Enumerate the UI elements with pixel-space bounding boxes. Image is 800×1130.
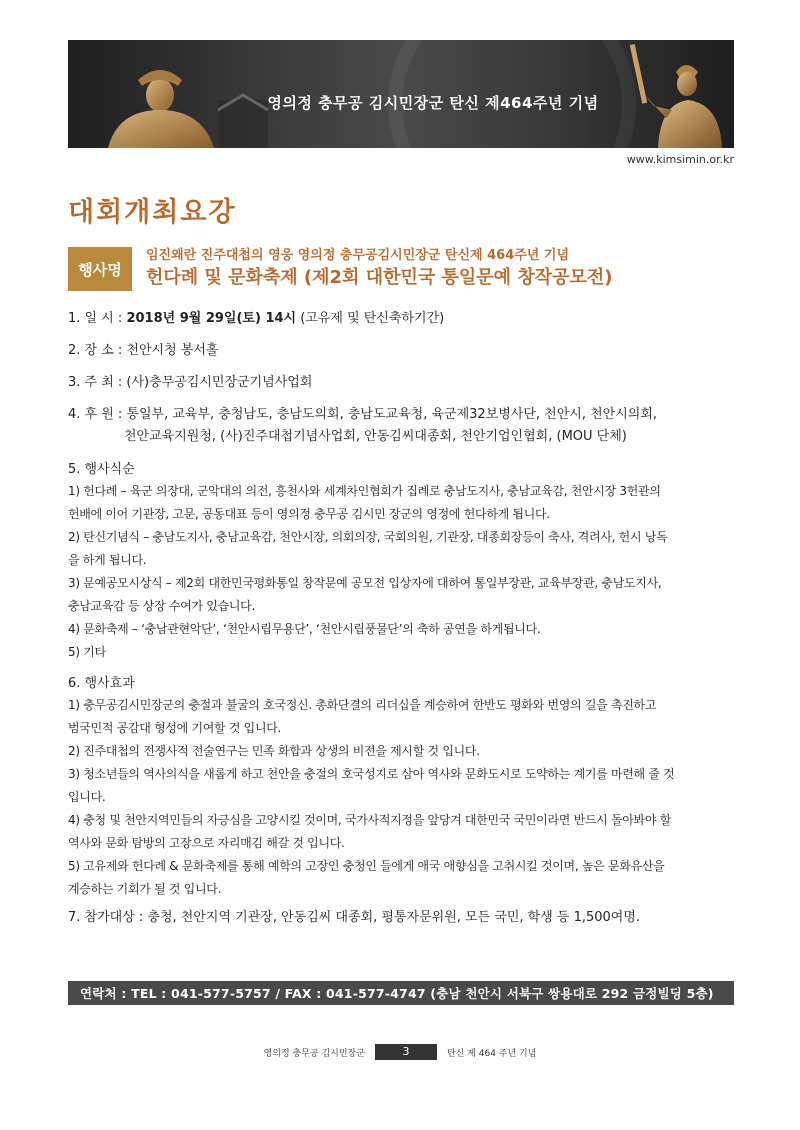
place-line: 2. 장 소 : 천안시청 봉서홀 <box>68 343 219 358</box>
banner-title: 영의정 충무공 김시민장군 탄신 제464주년 기념 <box>267 94 599 112</box>
effects-line: 역사와 문화 탐방의 고장으로 자리매김 해갈 것 입니다. <box>68 836 345 850</box>
footer-left: 영의정 충무공 김시민장군 <box>263 1048 365 1059</box>
sponsor-line-2: 천안교육지원청, (사)진주대첩기념사업회, 안동김씨대종회, 천안기업인협회, (MOU 단체) <box>124 429 627 444</box>
effects-line: 범국민적 공감대 형성에 기여할 것 입니다. <box>68 721 282 735</box>
participants-line: 7. 참가대상 : 충청, 천안지역 기관장, 안동김씨 대종회, 평통자문위원, 모든 국민, 학생 등 1,500여명. <box>68 910 641 925</box>
date-line <box>68 310 740 328</box>
event-subtitle: 임진왜란 진주대첩의 영웅 영의정 충무공김시민장군 탄신제 464주년 기념 <box>146 248 569 263</box>
event-title: 헌다례 및 문화축제 (제2회 대한민국 통일문예 창작공모전) <box>146 267 613 288</box>
effects-line: 입니다. <box>68 790 106 804</box>
ceremony-line: 충남교육감 등 상장 수여가 있습니다. <box>68 599 255 613</box>
effects-line: 5) 고유제와 헌다례 & 문화축제를 통해 예학의 고장인 충청인 들에게 애국 애향심을 고취시킬 것이며, 높은 문화유산을 <box>68 859 665 873</box>
date-label: 1. 일 시 : <box>68 311 127 326</box>
ceremony-line: 4) 문화축제 – ‘충남관현악단’, ‘천안시립무용단’, ‘천안시립풍물단’의 축하 공연을 하게됩니다. <box>68 622 541 636</box>
effects-line: 1) 충무공김시민장군의 충절과 불굴의 호국정신. 총화단결의 리더십을 계승하여 한반도 평화와 번영의 길을 촉진하고 <box>68 698 657 712</box>
effects-line: 계승하는 기회가 될 것 입니다. <box>68 882 222 896</box>
footer-right: 탄신 제 464 주년 기념 <box>446 1048 537 1059</box>
site-url[interactable]: www.kimsimin.or.kr <box>626 153 734 166</box>
effects-line: 4) 충청 및 천안지역민들의 자긍심을 고양시킬 것이며, 국가사적지정을 앞당겨 대한민국 국민이라면 반드시 돌아봐야 할 <box>68 813 671 827</box>
ceremony-line: 1) 헌다례 – 육군 의장대, 군악대의 의전, 흥천사와 세계차인협회가 집례로 충남도지사, 충남교육감, 천안시장 3헌관의 <box>68 484 661 498</box>
header-banner <box>68 40 734 148</box>
ceremony-line: 5) 기타 <box>68 645 106 659</box>
page-number: 3 <box>375 1044 437 1060</box>
host-line: 3. 주 최 : (사)충무공김시민장군기념사업회 <box>68 375 313 390</box>
date-note: (고유제 및 탄신축하기간) <box>296 311 445 326</box>
ceremony-line: 2) 탄신기념식 – 충남도지사, 충남교육감, 천안시장, 의회의장, 국회의원, 기관장, 대종회장등이 축사, 격려사, 헌시 낭독 <box>68 530 668 544</box>
ceremony-line: 3) 문예공모시상식 – 제2회 대한민국평화통일 창작문예 공모전 입상자에 대하여 통일부장관, 교육부장관, 충남도지사, <box>68 576 662 590</box>
page-title: 대회개최요강 <box>68 197 237 228</box>
outline-body <box>68 310 740 927</box>
ceremony-line: 을 하게 됩니다. <box>68 553 147 567</box>
sponsor-line-1: 4. 후 원 : 통일부, 교육부, 충청남도, 충남도의회, 충남도교육청, 육군제32보병사단, 천안시, 천안시의회, <box>68 407 658 422</box>
effects-line: 3) 청소년들의 역사의식을 새롭게 하고 천안을 충절의 호국성지로 삼아 역사와 문화도시로 도약하는 계기를 마련해 줄 것 <box>68 767 675 781</box>
contact-bar: 연락처 : TEL : 041-577-5757 / FAX : 041-577-4747 (충남 천안시 서북구 쌍용대로 292 금정빌딩 5층) <box>68 981 734 1005</box>
date-value: 2018년 9월 29일(토) 14시 <box>126 311 297 326</box>
event-name-badge: 행사명 <box>68 247 132 291</box>
effects-heading: 6. 행사효과 <box>68 676 135 691</box>
effects-line: 2) 진주대첩의 전쟁사적 전술연구는 민족 화합과 상생의 비전을 제시할 것 입니다. <box>68 744 480 758</box>
page-footer <box>0 1044 800 1060</box>
ceremony-heading: 5. 행사식순 <box>68 462 135 477</box>
ceremony-line: 헌배에 이어 기관장, 고문, 공동대표 등이 영의정 충무공 김시민 장군의 영정에 헌다하게 됩니다. <box>68 507 550 521</box>
